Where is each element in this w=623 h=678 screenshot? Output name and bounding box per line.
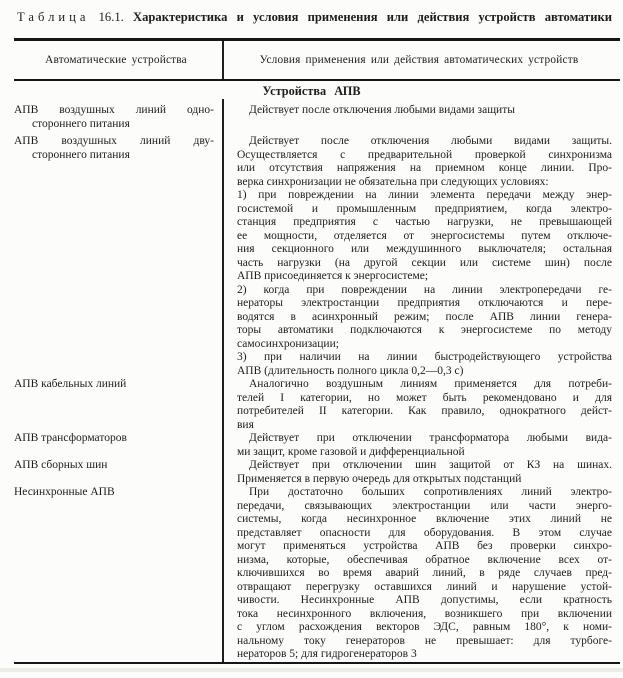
text-line: Осуществляется с предварительной проверкой синхронизма <box>237 148 612 161</box>
text-line: низма, которые, обеспечивая обратное включение всех от- <box>237 553 612 566</box>
table-body <box>10 104 616 662</box>
text-line: ми защит, кроме газовой и дифференциальной <box>237 445 465 458</box>
device-line: АПВ воздушных линий одно- <box>14 104 214 116</box>
text-line: самосинхронизации; <box>237 337 339 350</box>
scan-shadow <box>0 668 623 672</box>
table-caption-title: Характеристика и условия применения или действия устройств автоматики <box>133 10 612 24</box>
text-line: ключившихся во время аварий линий, в ряде случаев пред- <box>237 567 612 579</box>
text-line: часть нагрузки (на другой секции или системе шин) после <box>237 256 612 269</box>
device-line: АПВ кабельных линий <box>14 378 127 390</box>
text-line: водятся в асинхронный режим; после АПВ линии генера- <box>237 310 612 323</box>
device-cell <box>10 459 222 473</box>
device-cell <box>10 104 222 131</box>
text-line: госистемой и промышленным предприятием, когда электро- <box>237 202 612 215</box>
text-line: с углом расхождения векторов ЭДС, равным 180°, к номи- <box>237 621 612 633</box>
conditions-paragraph <box>237 351 612 378</box>
text-line: При достаточно больших сопротивлениях линий электро- <box>249 486 612 498</box>
text-line: нераторы электростанции предприятия отключаются и пере- <box>237 297 612 309</box>
device-line: стороннего питания <box>32 148 130 161</box>
text-line: 2) когда при повреждении на линии электропередачи ге- <box>237 283 612 296</box>
conditions-cell <box>222 486 616 662</box>
text-line: ее мощности, отделяется от энергосистемы путем отключе- <box>237 229 612 242</box>
text-line: чивости. Несинхронные АПВ допустимы, если кратность <box>237 594 612 606</box>
device-cell <box>10 432 222 446</box>
table-caption-number: 16.1. <box>98 10 124 24</box>
text-line: Действует после отключения любыми видами защиты <box>249 104 515 116</box>
text-line: станция предприятия с частью нагрузки, не превышающей <box>237 216 612 228</box>
text-line: потребителей II категории. Как правило, однократного дейст- <box>237 405 612 417</box>
text-line: нераторов 5; для гидрогенераторов 3 <box>237 648 417 660</box>
table-caption <box>17 10 612 25</box>
text-line: отвращают перегрузку оставшихся линий и нарушение устой- <box>237 580 612 593</box>
text-line: передачи, связывающих электростанции или части энерго- <box>237 499 612 512</box>
device-line: АПВ сборных шин <box>14 459 108 471</box>
device-line: Несинхронные АПВ <box>14 486 115 498</box>
text-line: АПВ (длительность полного цикла 0,2—0,3 с) <box>237 364 464 377</box>
device-cell <box>10 135 222 162</box>
conditions-cell <box>222 135 616 378</box>
column-header-conditions: Условия применения или действия автоматических устройств <box>259 53 579 66</box>
table-row <box>10 459 616 486</box>
table-header-rule <box>14 79 620 81</box>
table-row <box>10 104 616 131</box>
table-bottom-rule <box>14 662 620 664</box>
text-line: могут применяться устройства АПВ без проверки синхро- <box>237 540 612 552</box>
table-row <box>10 378 616 432</box>
text-line: Действует после отключения любыми видами защиты. <box>249 135 612 147</box>
text-line: тока несинхронного включения, возникшего при включении <box>237 607 612 620</box>
device-line: стороннего питания <box>32 117 130 130</box>
column-divider-header <box>222 41 224 80</box>
text-line: АПВ присоединяется к энергосистеме; <box>237 270 429 282</box>
text-line: или отсутствия напряжения на приемном конце линии. Про- <box>237 162 612 174</box>
section-heading-apv: Устройства АПВ <box>262 84 361 98</box>
text-line: Действует при отключении трансформатора любыми вида- <box>249 432 612 444</box>
device-line: АПВ воздушных линий дву- <box>14 135 214 147</box>
conditions-paragraph <box>237 135 612 189</box>
conditions-paragraph <box>237 486 612 662</box>
conditions-cell <box>222 459 616 486</box>
table-row <box>10 135 616 378</box>
text-line: 3) при наличии на линии быстродействующего устройства <box>237 351 612 363</box>
conditions-paragraph <box>237 189 612 284</box>
conditions-cell <box>222 432 616 459</box>
device-line: АПВ трансформаторов <box>14 432 127 444</box>
table-caption-word: Таблица <box>17 10 90 24</box>
text-line: телей I категории, но может быть рекомендовано и для <box>237 391 612 404</box>
text-line: 1) при повреждении на линии элемента передачи между энер- <box>237 189 612 201</box>
text-line: верка синхронизации не обязательна при следующих условиях: <box>237 175 549 188</box>
device-cell <box>10 486 222 500</box>
text-line: торы автоматики подключаются к энергосистеме по методу <box>237 324 612 336</box>
conditions-cell <box>222 104 616 118</box>
column-header-devices: Автоматические устройства <box>45 53 187 66</box>
text-line: Применяется в первую очередь для открытых подстанций <box>237 472 522 485</box>
table-row <box>10 486 616 662</box>
conditions-paragraph <box>237 104 612 118</box>
table-row <box>10 432 616 459</box>
device-cell <box>10 378 222 392</box>
text-line: нальному току генераторов не превышает: для турбоге- <box>237 634 612 647</box>
conditions-paragraph <box>237 459 612 486</box>
text-line: вия <box>237 418 254 431</box>
conditions-paragraph <box>237 284 612 352</box>
text-line: системы, когда несинхронное включение этих линий не <box>237 513 612 525</box>
table-header-row <box>10 41 616 80</box>
conditions-cell <box>222 378 616 432</box>
text-line: Действует при отключении шин защитой от КЗ на шинах. <box>249 459 612 471</box>
conditions-paragraph <box>237 432 612 459</box>
text-line: представляет опасности для оборудования. В этом случае <box>237 526 612 539</box>
text-line: Аналогично воздушным линиям применяется для потреби- <box>249 378 612 390</box>
conditions-paragraph <box>237 378 612 432</box>
text-line: ния секционного или междушинного выключателя; остальная <box>237 243 612 255</box>
